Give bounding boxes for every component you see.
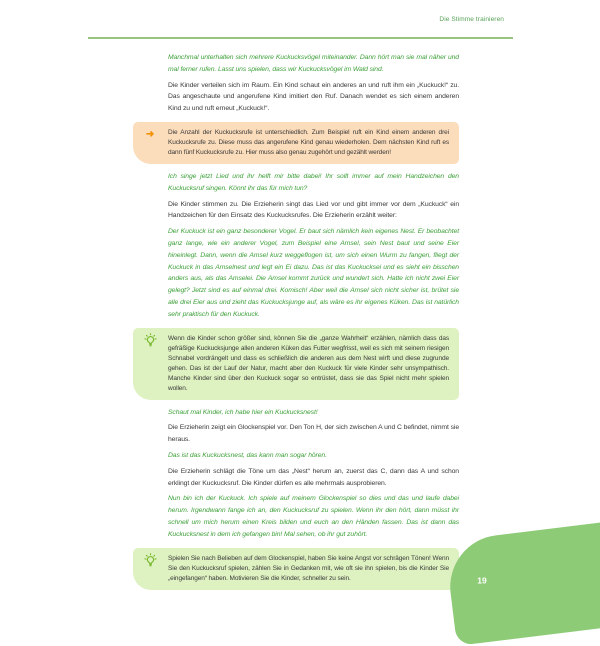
dialogue-paragraph: Nun bin ich der Kuckuck. Ich spiele auf meinem Glockenspiel so dies und das und laufe dabei herum. Irgendwann fange ich an, den Kuckucksruf zu spielen. Wenn ihr den hört, dann müsst ihr schnell um mich herum einen Kreis bilden und euch an den Händen fassen. Das ist dann das Kuckucksnest in dem ich gefangen bin! Mal sehen, ob ihr gut zuhört. bbox=[168, 493, 459, 540]
tip-callout bbox=[133, 328, 459, 400]
body-paragraph: Die Erzieherin schlägt die Töne um das „Nest“ herum an, zuerst das C, dann das A und schon erklingt der Kuckucksruf. Die Kinder dürfen es alle mehrmals ausprobieren. bbox=[168, 466, 459, 490]
lightbulb-icon bbox=[142, 333, 158, 349]
dialogue-paragraph: Der Kuckuck ist ein ganz besonderer Vogel. Er baut sich nämlich kein eigenes Nest. Er beobachtet ganz lange, wie ein anderer Vogel, zum Beispiel eine Amsel, sein Nest baut und seine Eier hineinlegt. Dann, wenn die Amsel kurz weggeflogen ist, um sich einen Wurm zu fangen, fliegt der Kuckuck in das Amselnest und legt ein Ei dazu. Das ist das Kuckucksei und es sieht ein bisschen anders aus, als das Amselei. Die Amsel kommt zurück und wundert sich. Hatte ich nicht zwei Eier gelegt? Jetzt sind es auf einmal drei. Komisch! Aber weil die Amsel sich nicht sicher ist, brütet sie alle drei Eier aus und zieht das Kuckucksjunge auf, als wäre es ihr eigenes Küken. Das ist natürlich sehr praktisch für den Kuckuck. bbox=[168, 226, 459, 320]
lightbulb-icon bbox=[142, 553, 158, 569]
running-header: Die Stimme trainieren bbox=[439, 16, 504, 23]
dialogue-paragraph: Das ist das Kuckucksnest, das kann man sogar hören. bbox=[168, 450, 459, 462]
arrow-right-icon: ➜ bbox=[142, 127, 158, 143]
callout-text: Wenn die Kinder schon größer sind, können Sie die „ganze Wahrheit“ erzählen, nämlich dass das gefräßige Kuckucksjunge allen anderen Küken das Futter wegfrisst, weil es sich mit seinem riesigen Schnabel vordrängelt und dass es schließlich die anderen aus dem Nest wirft und diese zugrunde gehen. Das ist der Lauf der Natur, macht aber den Kuckuck für viele Kinder sehr unsympathisch. Manche Kinder sind über den Kuckuck sogar so entrüstet, dass sie das Spiel nicht mehr spielen wollen. bbox=[168, 334, 449, 394]
page-number-tab bbox=[444, 519, 600, 646]
callout-text: Die Anzahl der Kuckucksrufe ist unterschiedlich. Zum Beispiel ruft ein Kind einem anderen drei Kuckucksrufe zu. Diese muss das angerufene Kind genau wiederholen. Dem nächsten Kind ruft es dann fünf Kuckucksrufe zu. Hier muss also genau zugehört und gezählt werden! bbox=[168, 128, 449, 158]
body-paragraph: Die Kinder verteilen sich im Raum. Ein Kind schaut ein anderes an und ruft ihm ein „Kuckuck!“ zu. Das angeschaute und angerufene Kind imitiert den Ruf. Danach wendet es sich einem anderen Kind zu und ruft erneut „Kuckuck!“. bbox=[168, 80, 459, 115]
body-paragraph: Die Erzieherin zeigt ein Glockenspiel vor. Den Ton H, der sich zwischen A und C befindet, nimmt sie heraus. bbox=[168, 422, 459, 446]
dialogue-paragraph: Manchmal unterhalten sich mehrere Kuckucksvögel miteinander. Dann hört man sie mal näher und mal ferner rufen. Lasst uns spielen, dass wir Kuckucksvögel im Wald sind. bbox=[168, 52, 459, 76]
callout-text: Spielen Sie nach Belieben auf dem Glockenspiel, haben Sie keine Angst vor schrägen Tönen! Wenn Sie den Kuckucksruf spielen, zählen Sie in Gedanken mit, wie oft sie ihn spielen, bis die Kinder Sie „eingefangen“ haben. Motivieren Sie die Kinder, schneller zu sein. bbox=[168, 554, 449, 584]
page-number: 19 bbox=[477, 575, 486, 585]
header-rule bbox=[88, 37, 513, 39]
action-callout bbox=[133, 122, 459, 164]
dialogue-paragraph: Schaut mal Kinder, ich habe hier ein Kuckucksnest! bbox=[168, 407, 459, 419]
content-column bbox=[133, 52, 459, 597]
dialogue-paragraph: Ich singe jetzt Lied und ihr helft mir bitte dabei! Ihr sollt immer auf mein Handzeichen den Kuckucksruf singen. Könnt ihr das für mich tun? bbox=[168, 171, 459, 195]
body-paragraph: Die Kinder stimmen zu. Die Erzieherin singt das Lied vor und gibt immer vor dem „Kuckuck“ ein Handzeichen für den Einsatz des Kuckucksrufes. Die Erzieherin erzählt weiter: bbox=[168, 199, 459, 223]
tip-callout bbox=[133, 548, 459, 590]
